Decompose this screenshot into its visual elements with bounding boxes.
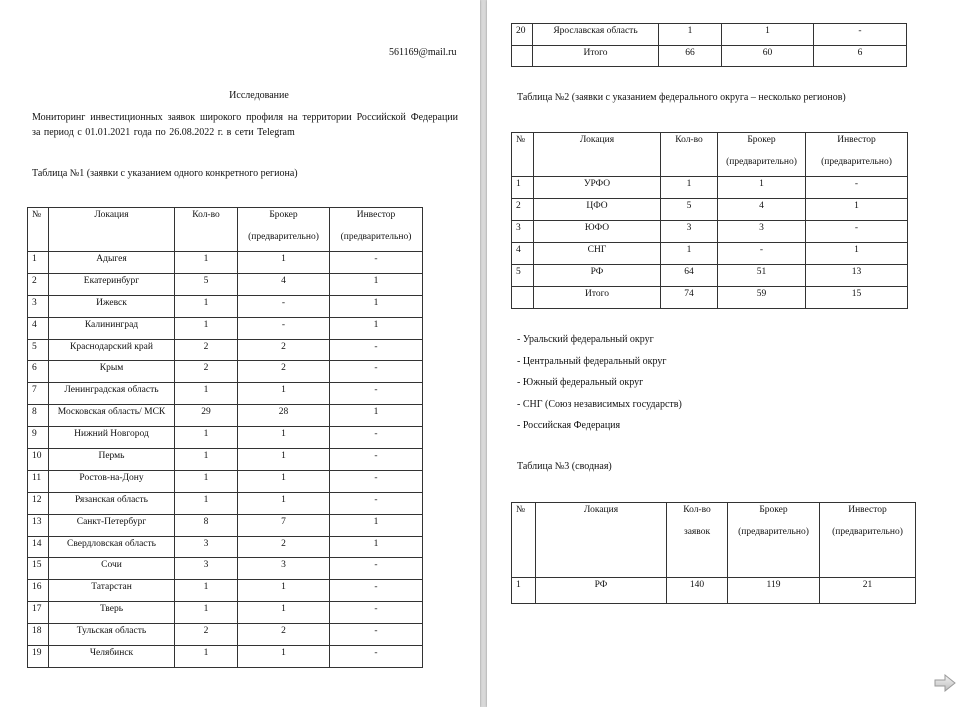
cell-investor: 15 <box>806 287 908 309</box>
cell-location: Екатеринбург <box>49 273 175 295</box>
header-investor-line2: (предварительно) <box>832 527 903 537</box>
cell-count: 2 <box>175 624 238 646</box>
cell-location: Калининград <box>49 317 175 339</box>
table-row <box>28 536 423 558</box>
header-count <box>667 503 728 578</box>
table3-caption: Таблица №3 (сводная) <box>517 461 612 472</box>
cell-num: 17 <box>28 602 49 624</box>
cell-broker: 2 <box>238 536 330 558</box>
cell-broker: 59 <box>718 287 806 309</box>
cell-count: 1 <box>175 580 238 602</box>
cell-num: 5 <box>28 339 49 361</box>
cell-count: 1 <box>659 24 722 46</box>
header-location: Локация <box>534 133 661 177</box>
cell-location: Нижний Новгород <box>49 427 175 449</box>
legend-item: - СНГ (Союз независимых государств) <box>517 398 682 410</box>
cell-num: 2 <box>512 199 534 221</box>
cell-count: 1 <box>175 470 238 492</box>
header-broker <box>718 133 806 177</box>
cell-num: 11 <box>28 470 49 492</box>
cell-location: Ярославская область <box>533 24 659 46</box>
cell-count: 29 <box>175 405 238 427</box>
cell-num: 4 <box>512 243 534 265</box>
header-broker-line1: Брокер <box>747 135 776 145</box>
cell-investor: 1 <box>330 295 423 317</box>
cell-num: 18 <box>28 624 49 646</box>
table3-header-row <box>512 503 916 578</box>
table1-header-row <box>28 208 423 252</box>
header-count-line2: заявок <box>683 527 711 537</box>
document-title: Исследование <box>229 90 289 101</box>
header-investor <box>806 133 908 177</box>
table-row <box>512 199 908 221</box>
cell-broker: 2 <box>238 624 330 646</box>
contact-email: 561169@mail.ru <box>389 47 457 58</box>
cell-investor: - <box>330 558 423 580</box>
table1 <box>27 207 423 668</box>
header-location: Локация <box>49 208 175 252</box>
cell-investor: - <box>330 383 423 405</box>
header-num: № <box>28 208 49 252</box>
cell-location: Пермь <box>49 449 175 471</box>
cell-investor: 1 <box>330 317 423 339</box>
cell-count: 1 <box>175 295 238 317</box>
table-row <box>28 317 423 339</box>
legend-item: - Центральный федеральный округ <box>517 355 667 367</box>
header-count: Кол-во <box>661 133 718 177</box>
cell-investor: 1 <box>806 199 908 221</box>
table2-caption: Таблица №2 (заявки с указанием федерального округа – несколько регионов) <box>517 92 846 103</box>
cell-investor: - <box>330 646 423 668</box>
cell-count: 2 <box>175 361 238 383</box>
table-row <box>28 514 423 536</box>
cell-broker: 51 <box>718 265 806 287</box>
cell-count: 2 <box>175 339 238 361</box>
table1-caption: Таблица №1 (заявки с указанием одного конкретного региона) <box>32 168 298 179</box>
table1-continued <box>511 23 907 67</box>
table-row <box>28 383 423 405</box>
cell-investor: - <box>330 427 423 449</box>
cell-count: 3 <box>175 536 238 558</box>
cell-investor: - <box>330 361 423 383</box>
table-row <box>512 24 907 46</box>
cell-count: 3 <box>175 558 238 580</box>
table-row <box>28 427 423 449</box>
cell-location: Сочи <box>49 558 175 580</box>
cell-investor: 1 <box>330 536 423 558</box>
document-page-2 <box>487 0 967 707</box>
table-row <box>28 558 423 580</box>
cell-broker: 1 <box>722 24 814 46</box>
cell-num: 1 <box>28 252 49 274</box>
cell-count: 1 <box>175 317 238 339</box>
cell-broker: 2 <box>238 339 330 361</box>
table2-header-row <box>512 133 908 177</box>
cell-num: 9 <box>28 427 49 449</box>
cell-investor: - <box>330 580 423 602</box>
cell-broker: 1 <box>238 449 330 471</box>
cell-location: РФ <box>534 265 661 287</box>
header-location: Локация <box>536 503 667 578</box>
cell-investor: - <box>330 449 423 471</box>
cell-broker: 119 <box>728 578 820 604</box>
cell-count: 64 <box>661 265 718 287</box>
cell-num: 14 <box>28 536 49 558</box>
header-count-line1: Кол-во <box>683 505 711 515</box>
table-row <box>512 221 908 243</box>
cell-num: 1 <box>512 177 534 199</box>
cell-count: 1 <box>175 646 238 668</box>
cell-investor: 13 <box>806 265 908 287</box>
cell-broker: 1 <box>718 177 806 199</box>
cell-location: Рязанская область <box>49 492 175 514</box>
cell-investor: - <box>330 624 423 646</box>
cell-location: Крым <box>49 361 175 383</box>
header-broker <box>238 208 330 252</box>
header-investor-line2: (предварительно) <box>821 157 892 167</box>
cell-investor: - <box>330 252 423 274</box>
cell-num: 10 <box>28 449 49 471</box>
cell-investor: - <box>330 470 423 492</box>
cell-broker: 1 <box>238 492 330 514</box>
cell-location: Тверь <box>49 602 175 624</box>
cell-investor: - <box>806 221 908 243</box>
abbreviation-legend <box>517 333 682 441</box>
header-num: № <box>512 503 536 578</box>
cell-count: 140 <box>667 578 728 604</box>
cell-count: 66 <box>659 45 722 67</box>
cell-broker: 1 <box>238 252 330 274</box>
header-num: № <box>512 133 534 177</box>
cell-investor: 1 <box>330 405 423 427</box>
cell-num: 3 <box>512 221 534 243</box>
table2 <box>511 132 908 309</box>
cell-investor: 1 <box>330 514 423 536</box>
table-row <box>28 273 423 295</box>
table-row <box>28 646 423 668</box>
table-row <box>512 45 907 67</box>
cell-broker: 4 <box>238 273 330 295</box>
table-row <box>28 492 423 514</box>
cell-broker: 3 <box>238 558 330 580</box>
cell-broker: 3 <box>718 221 806 243</box>
header-broker-line2: (предварительно) <box>726 157 797 167</box>
cell-location: Итого <box>533 45 659 67</box>
cell-investor: 21 <box>820 578 916 604</box>
cell-num: 6 <box>28 361 49 383</box>
cell-count: 3 <box>661 221 718 243</box>
cell-location: Челябинск <box>49 646 175 668</box>
header-broker-line1: Брокер <box>269 210 298 220</box>
cell-count: 5 <box>175 273 238 295</box>
header-broker <box>728 503 820 578</box>
table-row <box>28 361 423 383</box>
table-row <box>512 287 908 309</box>
cell-location: Московская область/ МСК <box>49 405 175 427</box>
cell-location: Свердловская область <box>49 536 175 558</box>
cell-location: ЮФО <box>534 221 661 243</box>
cell-broker: 1 <box>238 383 330 405</box>
cell-location: Итого <box>534 287 661 309</box>
cell-num: 1 <box>512 578 536 604</box>
cell-location: Татарстан <box>49 580 175 602</box>
cell-location: Адыгея <box>49 252 175 274</box>
cell-count: 1 <box>175 449 238 471</box>
cell-location: Тульская область <box>49 624 175 646</box>
header-broker-line2: (предварительно) <box>248 232 319 242</box>
cell-broker: 1 <box>238 427 330 449</box>
cell-location: Ижевск <box>49 295 175 317</box>
cell-broker: 1 <box>238 470 330 492</box>
cell-investor: - <box>330 339 423 361</box>
cell-count: 8 <box>175 514 238 536</box>
cell-investor: - <box>806 177 908 199</box>
cell-num <box>512 287 534 309</box>
cell-count: 1 <box>175 383 238 405</box>
legend-item: - Южный федеральный округ <box>517 377 644 389</box>
header-investor <box>820 503 916 578</box>
cell-location: РФ <box>536 578 667 604</box>
cell-broker: 28 <box>238 405 330 427</box>
document-subtitle: Мониторинг инвестиционных заявок широкого профиля на территории Российской Федерации за период с 01.01.2021 года по 26.08.2022 г. в сети Telegram <box>32 112 458 138</box>
table-row <box>512 177 908 199</box>
cell-count: 1 <box>661 177 718 199</box>
cell-location: УРФО <box>534 177 661 199</box>
header-investor-line2: (предварительно) <box>340 232 412 242</box>
header-count: Кол-во <box>175 208 238 252</box>
cell-num: 12 <box>28 492 49 514</box>
cell-broker: - <box>718 243 806 265</box>
cell-count: 1 <box>661 243 718 265</box>
header-investor-line1: Инвестор <box>837 135 876 145</box>
table-row <box>28 405 423 427</box>
table-row <box>28 295 423 317</box>
header-broker-line1: Брокер <box>759 505 788 515</box>
cell-count: 5 <box>661 199 718 221</box>
cell-count: 1 <box>175 492 238 514</box>
cell-num: 4 <box>28 317 49 339</box>
cell-location: Ленинградская область <box>49 383 175 405</box>
header-investor <box>330 208 423 252</box>
cell-broker: 7 <box>238 514 330 536</box>
table-row <box>28 339 423 361</box>
cell-investor: - <box>330 492 423 514</box>
table-row <box>28 252 423 274</box>
cell-investor: - <box>814 24 907 46</box>
cell-investor: 1 <box>330 273 423 295</box>
table-row <box>512 265 908 287</box>
cell-num: 2 <box>28 273 49 295</box>
cell-investor: 1 <box>806 243 908 265</box>
legend-item: - Российская Федерация <box>517 420 621 432</box>
cell-broker: 4 <box>718 199 806 221</box>
cell-location: ЦФО <box>534 199 661 221</box>
cell-investor: - <box>330 602 423 624</box>
cell-broker: - <box>238 317 330 339</box>
table-row <box>28 449 423 471</box>
cell-num: 8 <box>28 405 49 427</box>
cell-location: СНГ <box>534 243 661 265</box>
table-row <box>28 624 423 646</box>
cell-broker: 1 <box>238 580 330 602</box>
cell-broker: 2 <box>238 361 330 383</box>
cell-broker: - <box>238 295 330 317</box>
cell-num: 5 <box>512 265 534 287</box>
cell-num <box>512 45 533 67</box>
cell-num: 20 <box>512 24 533 46</box>
cell-count: 1 <box>175 602 238 624</box>
cell-num: 19 <box>28 646 49 668</box>
table-row <box>28 580 423 602</box>
cell-num: 13 <box>28 514 49 536</box>
cell-broker: 1 <box>238 602 330 624</box>
cell-location: Краснодарский край <box>49 339 175 361</box>
table-row <box>28 470 423 492</box>
cell-num: 16 <box>28 580 49 602</box>
cell-investor: 6 <box>814 45 907 67</box>
header-investor-line1: Инвестор <box>848 505 887 515</box>
cell-count: 1 <box>175 427 238 449</box>
table3 <box>511 502 916 604</box>
legend-item: - Уральский федеральный округ <box>517 334 654 345</box>
cell-location: Санкт-Петербург <box>49 514 175 536</box>
cell-num: 15 <box>28 558 49 580</box>
table-row <box>512 243 908 265</box>
cell-broker: 60 <box>722 45 814 67</box>
cell-location: Ростов-на-Дону <box>49 470 175 492</box>
header-investor-line1: Инвестор <box>356 210 396 220</box>
document-page-1 <box>0 0 480 707</box>
table-row <box>512 578 916 604</box>
cell-count: 74 <box>661 287 718 309</box>
cell-num: 7 <box>28 383 49 405</box>
cell-broker: 1 <box>238 646 330 668</box>
next-page-arrow-icon[interactable] <box>934 674 956 692</box>
cell-count: 1 <box>175 252 238 274</box>
table-row <box>28 602 423 624</box>
cell-num: 3 <box>28 295 49 317</box>
header-broker-line2: (предварительно) <box>738 527 809 537</box>
